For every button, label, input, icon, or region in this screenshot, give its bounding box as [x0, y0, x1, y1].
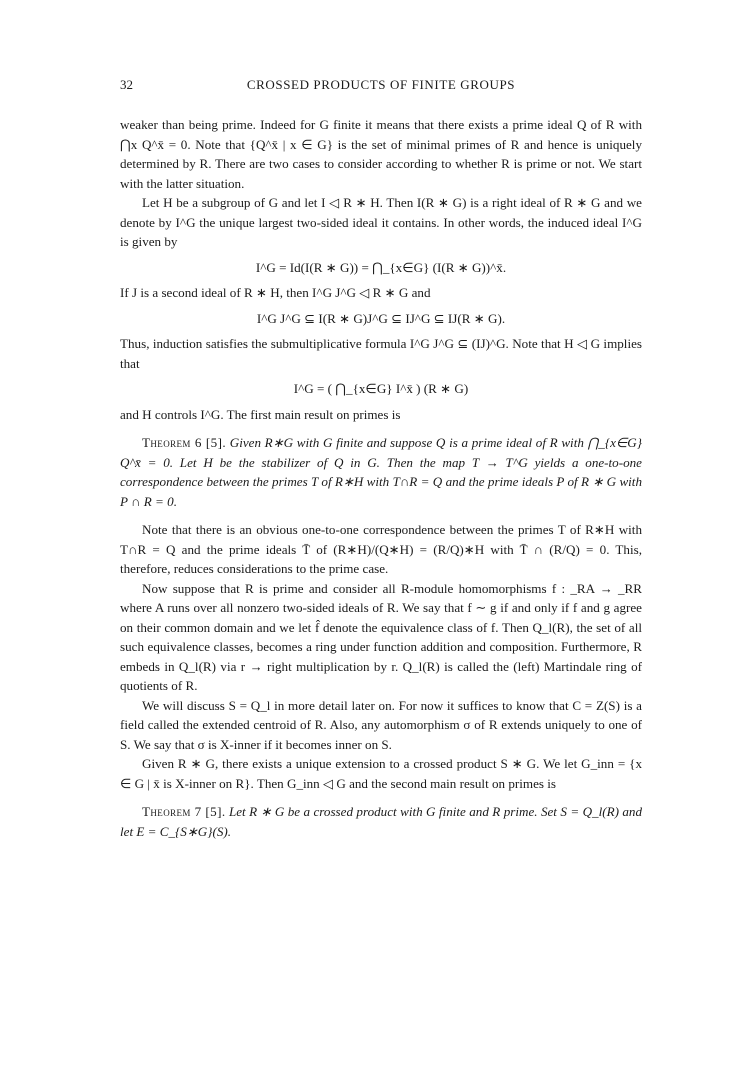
theorem-7 — [120, 802, 642, 841]
paragraph-7: Now suppose that R is prime and consider all R-module homomorphisms f : _RA → _RR where A runs over all nonzero two-sided ideals of R. We say that f ∼ g if and only if f and g agree on their common domain and we let f̂ denote the equivalence class of f. Then Q_l(R), the set of all such equivalence classes, becomes a ring under function addition and composition. Furthermore, R embeds in Q_l(R) via r → right multiplication by r. Q_l(R) is called the (left) Martindale ring of quotients of R. — [120, 580, 642, 693]
paragraph-9: Given R ∗ G, there exists a unique extension to a crossed product S ∗ G. We let G_inn = {x ∈ G | x̄ is X-inner on R}. Then G_inn ◁ G and the second main result on primes is — [120, 756, 642, 791]
paragraph-2: Let H be a subgroup of G and let I ◁ R ∗ H. Then I(R ∗ G) is a right ideal of R ∗ G and we denote by I^G the unique largest two-sided ideal it contains. In other words, the induced ideal I^G is given by — [120, 195, 642, 249]
running-title: CROSSED PRODUCTS OF FINITE GROUPS — [246, 77, 516, 92]
equation-normal-subgroup: I^G = ( ⋂_{x∈G} I^x̄ ) (R ∗ G) — [293, 381, 469, 396]
equation-submultiplicative-chain: I^G J^G ⊆ I(R ∗ G)J^G ⊆ IJ^G ⊆ IJ(R ∗ G). — [256, 310, 506, 326]
paragraph-6: Note that there is an obvious one-to-one correspondence between the primes T of R∗H with T∩R = Q and the prime ideals T̄ of (R∗H)/(Q∗H) = (R/Q)∗H with T̄ ∩ (R/Q) = 0. This, therefore, reduces considerations to the prime case. — [120, 522, 642, 576]
main-text — [120, 115, 642, 841]
theorem-6-statement: Given R∗G with G finite and suppose Q is a prime ideal of R with ⋂_{x∈G} Q^x̄ = 0. Let H be the stabilizer of Q in G. Then the map T → T^G yields a one-to-one correspondence between the primes T of R∗H with T∩R = Q and the prime ideals P of R ∗ G with P ∩ R = 0. — [120, 435, 642, 509]
paragraph-5: and H controls I^G. The first main result on primes is — [120, 406, 401, 422]
theorem-7-label: Theorem 7 [5]. — [142, 804, 226, 819]
theorem-7-statement: Let R ∗ G be a crossed product with G finite and R prime. Set S = Q_l(R) and let E = C_{S∗G}(S). — [120, 804, 642, 839]
equation-induced-ideal: I^G = Id(I(R ∗ G)) = ⋂_{x∈G} (I(R ∗ G))^x̄. — [255, 259, 507, 275]
theorem-6 — [120, 433, 642, 511]
paragraph-4: Thus, induction satisfies the submultiplicative formula I^G J^G ⊆ (IJ)^G. Note that H ◁ G implies that — [120, 336, 642, 371]
paragraph-8: We will discuss S = Q_l in more detail later on. For now it suffices to know that C = Z(S) is a field called the extended centroid of R. Also, any automorphism σ of R extends uniquely to one of S. We say that σ is X-inner if it becomes inner on S. — [120, 697, 642, 752]
paragraph-1: weaker than being prime. Indeed for G finite it means that there exists a prime ideal Q of R with ⋂x Q^x̄ = 0. Note that {Q^x̄ | x ∈ G} is the set of minimal primes of R and hence is uniquely determined by R. There are two cases to consider according to whether R is prime or not. We start with the latter situation. — [120, 117, 642, 191]
running-header — [120, 77, 642, 97]
page-number: 32 — [120, 77, 133, 92]
theorem-6-label: Theorem 6 [5]. — [142, 435, 227, 450]
paragraph-3: If J is a second ideal of R ∗ H, then I^G J^G ◁ R ∗ G and — [120, 285, 431, 300]
